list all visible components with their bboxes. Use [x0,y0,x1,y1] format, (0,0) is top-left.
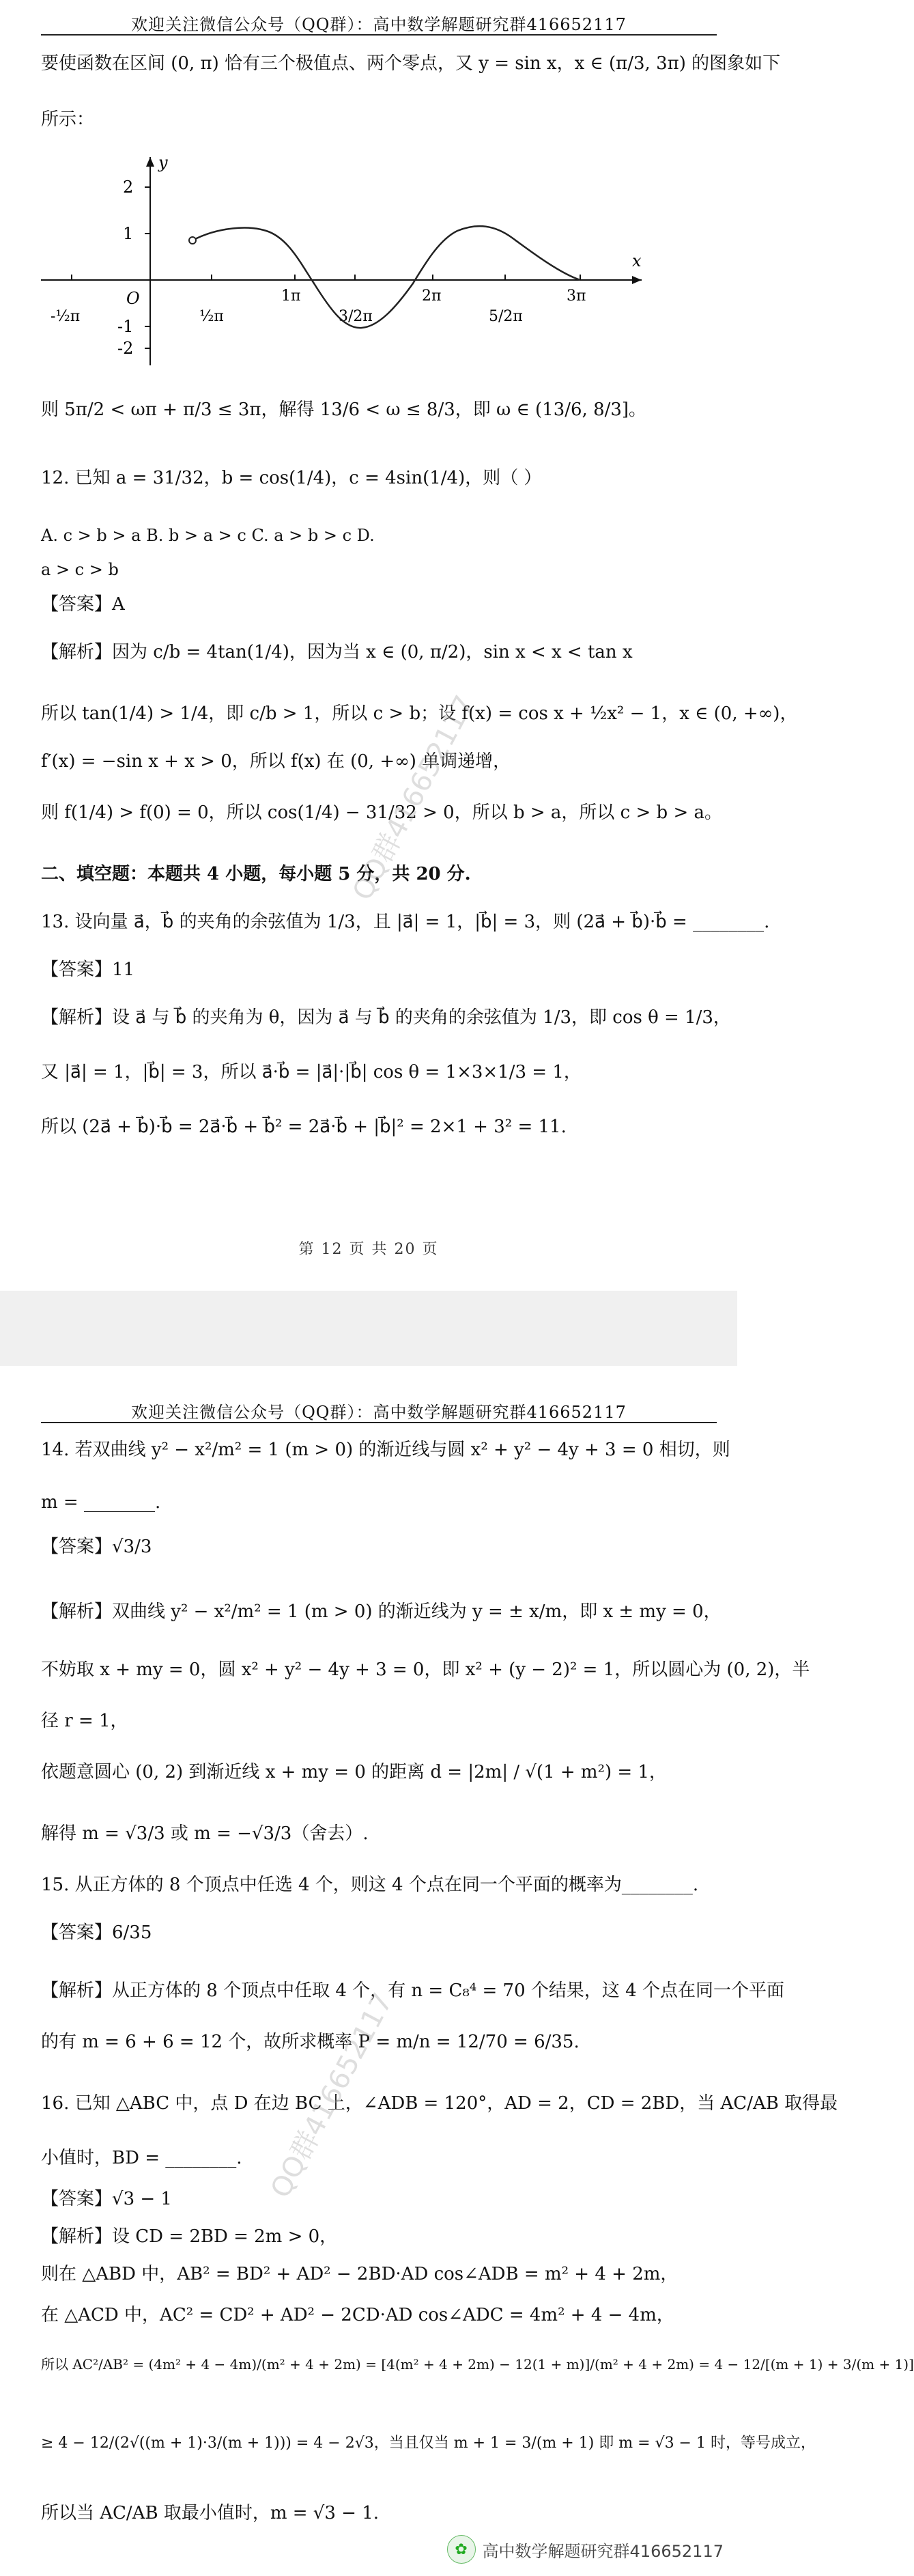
watermark: QQ群416652117 [346,690,481,906]
answer: 【答案】6/35 [41,1922,152,1943]
question-13: 13. 设向量 a⃗，b⃗ 的夹角的余弦值为 1/3，且 |a⃗| = 1，|b⃗| = 3，则 (2a⃗ + b⃗)·b⃗ = ________. [41,912,770,932]
x-axis-label: x [632,251,642,270]
analysis-line: 则在 △ABD 中，AB² = BD² + AD² − 2BD·AD cos∠ADB = m² + 4 + 2m， [41,2264,679,2284]
answer: 【答案】11 [41,960,135,980]
question-14: 14. 若双曲线 y² − x²/m² = 1 (m > 0) 的渐近线与圆 x² + y² − 4y + 3 = 0 相切，则 [41,1440,730,1460]
question-15: 15. 从正方体的 8 个顶点中任选 4 个，则这 4 个点在同一个平面的概率为________. [41,1875,699,1895]
page-header: 欢迎关注微信公众号（QQ群）：高中数学解题研究群416652117 [131,15,627,34]
page-gap [0,1291,737,1366]
analysis-line: 【解析】设 CD = 2BD = 2m > 0， [41,2226,338,2247]
origin-label: O [126,289,140,308]
brand-label: 高中数学解题研究群416652117 [482,2541,724,2561]
wechat-icon: ✿ [447,2535,476,2564]
x-tick-label: 3π [567,288,586,305]
watermark: QQ群416652117 [264,1988,399,2203]
y-axis-arrow [146,157,154,167]
header-rule [41,1422,717,1423]
x-tick-label: 1π [281,288,301,305]
analysis-line: 解得 m = √3/3 或 m = −√3/3（舍去）. [41,1823,369,1844]
x-tick-label: ½π [199,308,224,325]
analysis-line: 又 |a⃗| = 1，|b⃗| = 3，所以 a⃗·b⃗ = |a⃗|·|b⃗| cos θ = 1×3×1/3 = 1， [41,1062,582,1082]
analysis-line: 所以当 AC/AB 取最小值时，m = √3 − 1. [41,2503,380,2523]
question-16: 16. 已知 △ABC 中，点 D 在边 BC 上，∠ADB = 120°，AD = 2，CD = 2BD，当 AC/AB 取得最 [41,2093,838,2114]
x-tick-label: 5/2π [489,308,523,325]
analysis-line: 径 r = 1， [41,1711,128,1731]
text-line: 要使函数在区间 (0, π) 恰有三个极值点、两个零点，又 y = sin x，x ∈ (π/3, 3π) 的图象如下 [41,53,781,74]
y-tick-label: -1 [117,317,134,336]
analysis-line: 则 f(1/4) > f(0) = 0，所以 cos(1/4) − 31/32 > 0，所以 b > a，所以 c > b > a。 [41,802,723,823]
answer: 【答案】√3/3 [41,1537,152,1557]
question-12: 12. 已知 a = 31/32，b = cos(1/4)，c = 4sin(1/4)，则（ ） [41,468,542,488]
q12-options: A. c > b > a B. b > a > c C. a > b > c D. [41,526,375,545]
analysis-line: 所以 tan(1/4) > 1/4，即 c/b > 1，所以 c > b；设 f(x) = cos x + ½x² − 1，x ∈ (0, +∞)， [41,703,798,724]
page-2 [0,1366,914,2576]
text-line: 则 5π/2 < ωπ + π/3 ≤ 3π，解得 13/6 < ω ≤ 8/3，即 ω ∈ (13/6, 8/3]。 [41,400,647,420]
analysis-line: 不妨取 x + my = 0，圆 x² + y² − 4y + 3 = 0，即 x² + (y − 2)² = 1，所以圆心为 (0, 2)，半 [41,1660,810,1680]
analysis-line: 【解析】因为 c/b = 4tan(1/4)，因为当 x ∈ (0, π/2)，sin x < x < tan x [41,642,633,662]
analysis-line: 所以 AC²/AB² = (4m² + 4 − 4m)/(m² + 4 + 2m) = [4(m² + 4 + 2m) − 12(1 + m)]/(m² + 4 + 2m) = 4 − 12/[(m + 1) + 3/(m + 1)] [41,2356,914,2372]
text-line: 所示： [41,109,95,130]
analysis-line: 依题意圆心 (0, 2) 到渐近线 x + my = 0 的距离 d = |2m| / √(1 + m²) = 1， [41,1762,668,1782]
answer: 【答案】A [41,594,125,615]
y-tick-label: 1 [123,224,134,243]
page-1 [0,0,798,1291]
page-header: 欢迎关注微信公众号（QQ群）：高中数学解题研究群416652117 [131,1403,627,1422]
section-heading: 二、填空题：本题共 4 小题，每小题 5 分，共 20 分. [41,864,471,884]
q12-option-d: a > c > b [41,560,119,579]
analysis-line: 【解析】从正方体的 8 个顶点中任取 4 个，有 n = C₈⁴ = 70 个结果，这 4 个点在同一个平面 [41,1980,784,2001]
x-tick-label: -½π [51,308,81,325]
analysis-line: 所以 (2a⃗ + b⃗)·b⃗ = 2a⃗·b⃗ + b⃗² = 2a⃗·b⃗ + |b⃗|² = 2×1 + 3² = 11. [41,1117,567,1137]
x-tick-label: 3/2π [339,308,373,325]
analysis-line: 【解析】设 a⃗ 与 b⃗ 的夹角为 θ，因为 a⃗ 与 b⃗ 的夹角的余弦值为 1/3，即 cos θ = 1/3， [41,1007,731,1028]
analysis-line: ≥ 4 − 12/(2√((m + 1)·3/(m + 1))) = 4 − 2√3，当且仅当 m + 1 = 3/(m + 1) 即 m = √3 − 1 时，等号成立， [41,2435,816,2452]
answer: 【答案】√3 − 1 [41,2189,172,2209]
analysis-line: 的有 m = 6 + 6 = 12 个，故所求概率 P = m/n = 12/70 = 6/35. [41,2032,580,2052]
y-tick-label: -2 [117,339,134,358]
y-tick-label: 2 [123,178,134,197]
text-line: m = ________. [41,1492,161,1513]
x-axis-arrow [632,276,642,284]
y-axis-label: y [158,153,168,172]
analysis-line: 【解析】双曲线 y² − x²/m² = 1 (m > 0) 的渐近线为 y = ± x/m，即 x ± my = 0， [41,1601,722,1622]
open-endpoint [189,237,196,244]
x-tick-label: 2π [422,288,442,305]
brand-badge [447,2535,724,2564]
analysis-line: 在 △ACD 中，AC² = CD² + AD² − 2CD·AD cos∠ADC = 4m² + 4 − 4m， [41,2305,674,2325]
page-footer: 第 12 页 共 20 页 [298,1241,439,1258]
analysis-line: f′(x) = −sin x + x > 0，所以 f(x) 在 (0, +∞) 单调递增， [41,751,511,772]
text-line: 小值时，BD = ________. [41,2148,242,2168]
sine-graph [41,143,655,369]
header-rule [41,34,717,36]
